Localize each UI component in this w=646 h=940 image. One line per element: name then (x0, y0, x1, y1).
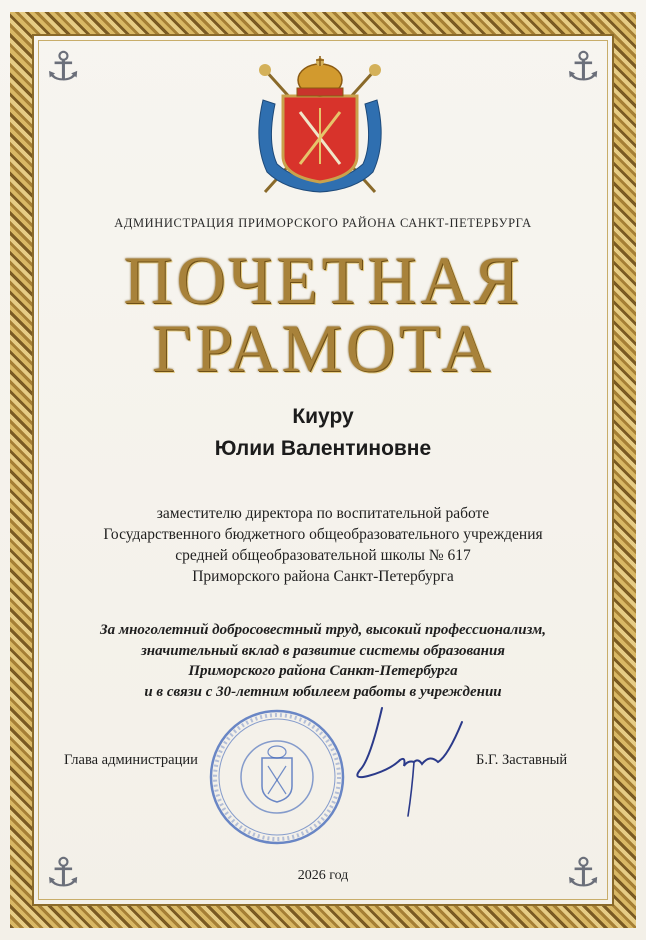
corner-anchor-icon: ⚓ (565, 44, 601, 90)
position-line: Приморского района Санкт-Петербурга (192, 568, 454, 585)
corner-anchor-icon: ⚓ (565, 850, 601, 896)
corner-anchor-icon: ⚓ (45, 850, 81, 896)
handwritten-signature (330, 700, 480, 820)
position-line: средней общеобразовательной школы № 617 (175, 547, 471, 564)
signatory-name: Б.Г. Заставный (476, 752, 568, 768)
position-line: Государственного бюджетного общеобразовательного учреждения (103, 526, 543, 543)
certificate-title-line2: ГРАМОТА (151, 310, 495, 386)
reason-line: За многолетний добросовестный труд, высокий профессионализм, (99, 622, 547, 638)
issue-year: 2026 год (297, 868, 349, 883)
st-petersburg-coat-of-arms-icon (245, 52, 395, 202)
administration-heading: АДМИНИСТРАЦИЯ ПРИМОРСКОГО РАЙОНА САНКТ-ПЕТЕРБУРГА (114, 216, 532, 230)
reason-line: и в связи с 30-летним юбилеем работы в учреждении (144, 683, 502, 700)
recipient-position (0, 503, 646, 587)
signatory-title: Глава администрации (64, 752, 198, 768)
position-line: заместителю директора по воспитательной работе (156, 505, 490, 522)
reason-line: Приморского района Санкт-Петербурга (188, 663, 458, 679)
award-reason (0, 620, 646, 702)
recipient-surname: Киуру (292, 405, 354, 428)
recipient-name: Юлии Валентиновне (214, 437, 432, 460)
corner-anchor-icon: ⚓ (45, 44, 81, 90)
certificate-title-line1: ПОЧЕТНАЯ (123, 242, 523, 318)
reason-line: значительный вклад в развитие системы образования (140, 642, 506, 659)
official-seal-icon (206, 706, 348, 848)
